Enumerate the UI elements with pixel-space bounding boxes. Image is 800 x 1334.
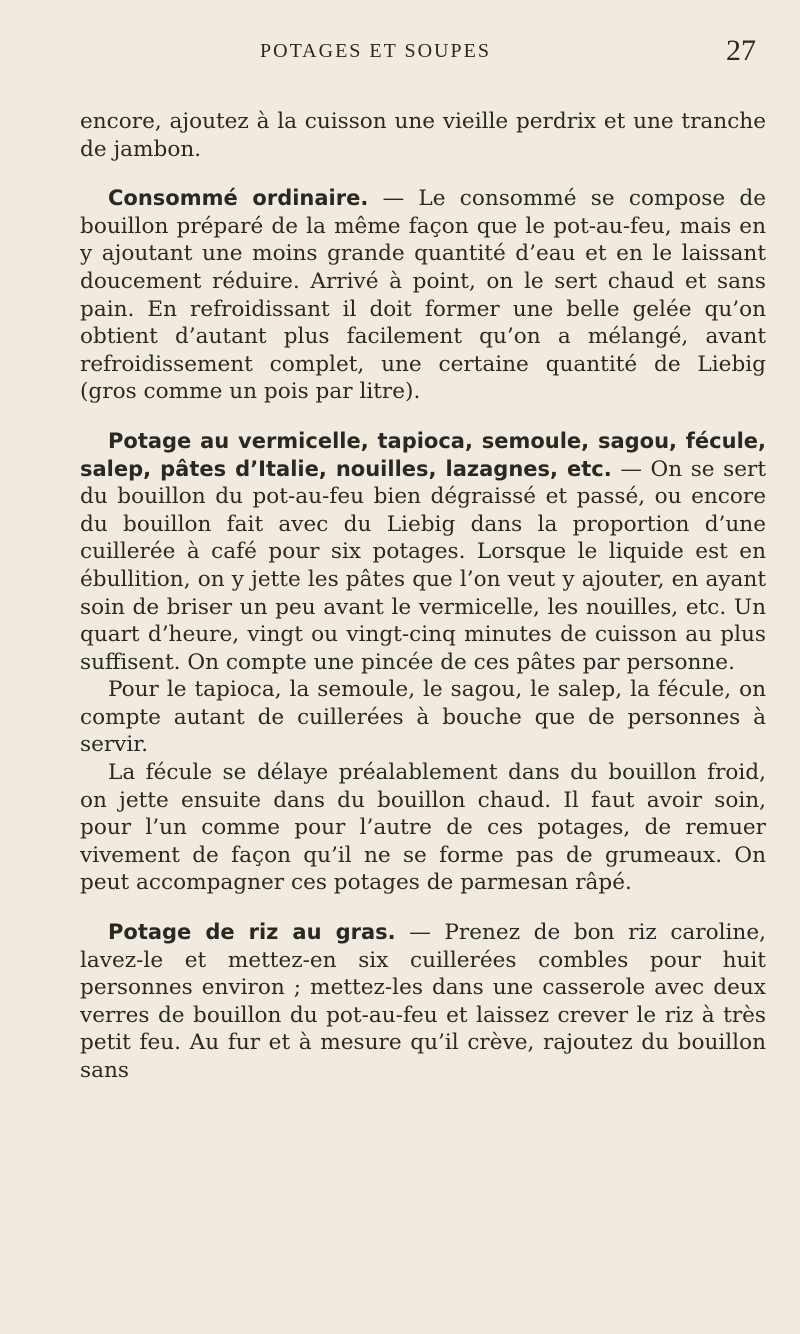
paragraph-text: La fécule se délaye préalablement dans du bouillon froid, on jette ensuite dans du bouillon chaud. Il faut avoir soin, pour l’un comme pour l’autre de ces potages, de remuer vivement de façon qu’il ne se forme pas de grumeaux. On peut accompagner ces potages de parmesan râpé. bbox=[80, 760, 766, 896]
section-heading: Potage de riz au gras. bbox=[108, 920, 396, 945]
running-head bbox=[0, 34, 800, 80]
paragraph-tapioca bbox=[80, 676, 766, 759]
section-potage-riz bbox=[80, 919, 766, 1085]
page-number: 27 bbox=[726, 34, 756, 67]
paragraph-text: — On se sert du bouillon du pot-au-feu bien dégraissé et passé, ou encore du bouillon fait avec du Liebig dans la proportion d’une cuillerée à café pour six potages. Lorsque le liquide est en ébullition, on y jette les pâtes que l’on veut y ajouter, en ayant soin de briser un peu avant le vermicelle, les nouilles, etc. Un quart d’heure, vingt ou vingt-cinq minutes de cuisson au plus suffisent. On compte une pincée de ces pâtes par personne. bbox=[80, 456, 766, 675]
paragraph-text: Pour le tapioca, la semoule, le sagou, le salep, la fécule, on compte autant de cuillerées à bouche que de personnes à servir. bbox=[80, 677, 766, 758]
paragraph-text: encore, ajoutez à la cuisson une vieille perdrix et une tranche de jambon. bbox=[80, 109, 766, 162]
section-potage-vermicelle bbox=[80, 428, 766, 676]
paragraph-continuation bbox=[80, 108, 766, 163]
body-text bbox=[80, 108, 766, 1085]
running-head-title: POTAGES ET SOUPES bbox=[260, 40, 491, 62]
section-heading: Consommé ordinaire. bbox=[108, 186, 369, 211]
section-heading: Potage au vermicelle, tapioca, semoule, sagou, fécule, salep, pâtes d’Italie, nouilles, lazagnes, etc. bbox=[80, 428, 766, 481]
paragraph-text: — Prenez de bon riz caroline, lavez-le et mettez-en six cuillerées combles pour huit personnes environ ; mettez-les dans une casserole avec deux verres de bouillon du pot-au-feu et laissez crever le riz à très petit feu. Au fur et à mesure qu’il crève, rajoutez du bouillon sans bbox=[80, 920, 766, 1083]
paragraph-text: — Le consommé se compose de bouillon préparé de la même façon que le pot-au-feu, mais en y ajoutant une moins grande quantité d’eau et en le laissant doucement réduire. Arrivé à point, on le sert chaud et sans pain. En refroidissant il doit former une belle gelée qu’on obtient d’autant plus facilement qu’on a mélangé, avant refroidissement complet, une certaine quantité de Liebig (gros comme un pois par litre). bbox=[80, 186, 766, 405]
section-consomme bbox=[80, 185, 766, 406]
paragraph-fecule bbox=[80, 759, 766, 897]
